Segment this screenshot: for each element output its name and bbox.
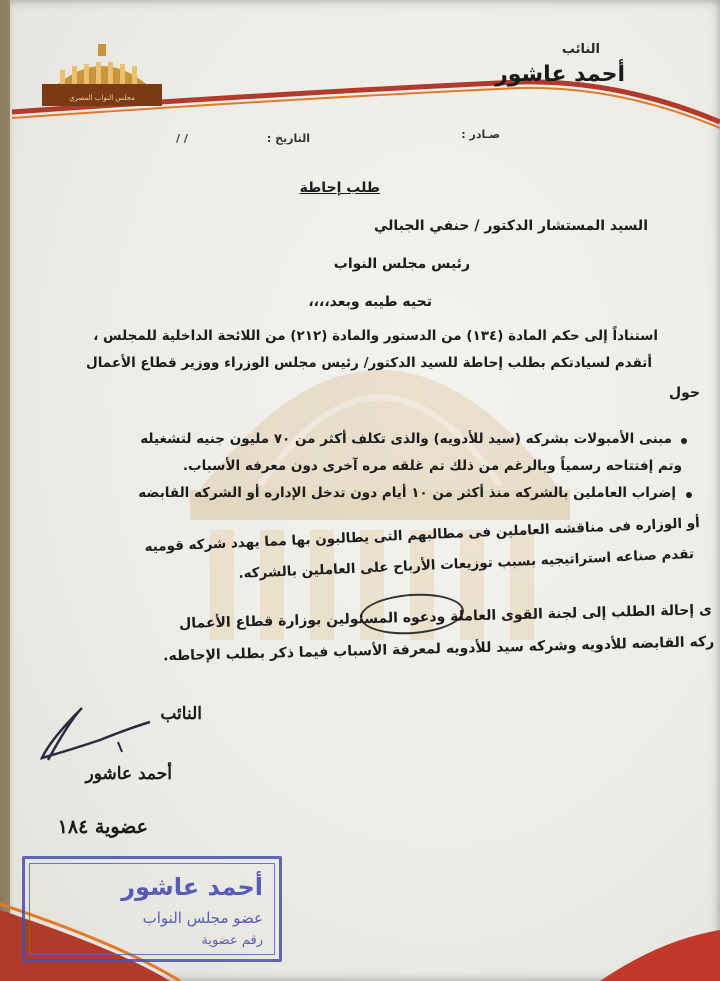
greeting: تحيه طيبه وبعد،،،، — [308, 294, 432, 310]
addressee-line1: السيد المستشار الدكتور / حنفي الجبالي — [374, 218, 648, 234]
date-label: التاريخ : — [266, 132, 310, 145]
signature-title: النائب — [160, 704, 202, 724]
bullet-marker — [686, 492, 692, 498]
para1-line2: أتقدم لسيادتكم بطلب إحاطة للسيد الدكتور/ رئيس مجلس الوزراء ووزير قطاع الأعمال — [85, 355, 652, 371]
header-title: النائب — [561, 42, 600, 57]
signature-name: أحمد عاشور — [85, 764, 172, 784]
para2-line1: ى إحالة الطلب إلى لجنة القوى العاملة ودعوه المسئولين بوزارة قطاع الأعمال — [179, 602, 713, 632]
para1-line1: استناداً إلى حكم المادة (١٣٤) من الدستور والمادة (٢١٢) من اللائحة الداخلية للمجلس ، — [93, 328, 658, 344]
bullet-marker — [681, 438, 687, 444]
parliament-logo — [38, 40, 166, 110]
stamp-line3: رقم عضوية — [201, 933, 263, 948]
bullet1-line1: مبنى الأمبولات بشركه (سيد للأدويه) والذى تكلف أكثر من ٧٠ مليون جنيه لتشغيله — [140, 431, 672, 447]
date-slashes: / / — [176, 132, 188, 145]
handwritten-signature — [30, 700, 170, 770]
membership-number: عضوية ١٨٤ — [57, 816, 148, 838]
logo-text: مجلس النواب المصري — [69, 94, 135, 102]
bullet2-line1: إضراب العاملين بالشركه منذ أكثر من ١٠ أيام دون تدخل الإداره أو الشركه القابضه — [138, 485, 676, 501]
header-name: أحمد عاشور — [495, 62, 625, 87]
bullet1-line2: وتم إفتتاحه رسمياً وبالرغم من ذلك تم غلقه مره آخرى دون معرفه الأسباب. — [182, 458, 682, 474]
letter-subject: طلب إحاطة — [299, 180, 380, 196]
outgoing-label: صـادر : — [461, 128, 500, 141]
para1-line3: حول — [668, 385, 700, 401]
para2-line2: ركه القابضه للأدويه وشركه سيد للأدويه لمعرفة الأسباب فيما ذكر بطلب الإحاطه. — [162, 634, 715, 665]
stamp-line2: عضو مجلس النواب — [142, 909, 263, 927]
stamp-name: أحمد عاشور — [121, 873, 263, 901]
bullet2-line2: أو الوزاره فى مناقشه العاملين فى مطالبهم التى يطالبون بها مما يهدد شركه قوميه — [144, 515, 701, 556]
official-stamp — [22, 856, 282, 962]
bullet2-line3: تقدم صناعه استراتيجيه بسبب توزيعات الأرباح على العاملين بالشركه. — [238, 546, 695, 582]
addressee-line2: رئيس مجلس النواب — [333, 256, 470, 272]
